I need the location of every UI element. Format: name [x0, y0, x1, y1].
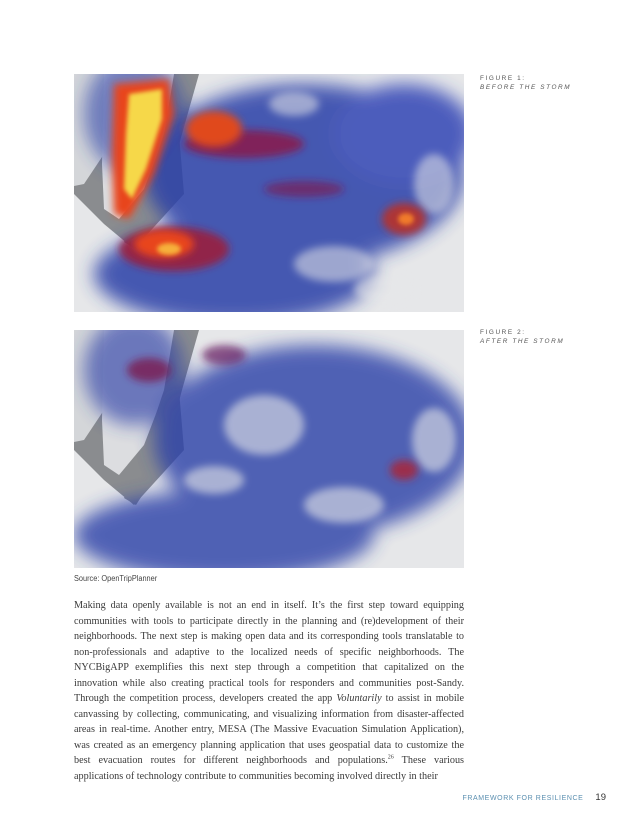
- figure-2-title: AFTER THE STORM: [480, 338, 565, 345]
- figure-1-number: FIGURE 1:: [480, 75, 526, 82]
- page-number: 19: [595, 792, 606, 803]
- body-text-part-2: to assist in mobile canvassing by collecting, communicating, and visualizing information from disaster-affected areas in real-time. Another entry, MESA (The Massive Evacuation Simulation Application), was created as an emergency planning application that uses geospatial data to customize the best evacuation routes for different neighborhoods and populations.: [74, 693, 464, 766]
- heatmap-before-storm: [74, 74, 464, 312]
- before-storm-map-image: [74, 74, 464, 312]
- page-footer: [0, 792, 606, 803]
- body-text-part-3: These various applications of technology contribute to communities becoming involved directly in their: [74, 755, 464, 782]
- body-paragraph: [74, 598, 464, 784]
- footnote-marker[interactable]: 26: [387, 754, 394, 761]
- body-text-part-1: Making data openly available is not an end in itself. It’s the first step toward equipping communities with tools to participate directly in the planning and (re)development of their neighborhoods. The next step is making open data and its corresponding tools translatable to non-professionals and adaptive to the localized needs of specific neighborhoods. The NYCBigAPP exemplifies this next step through a competition that capitalized on the innovation while also creating practical tools for responders and communities post-Sandy. Through the competition process, developers created the app: [74, 600, 464, 704]
- figure-1-title: BEFORE THE STORM: [480, 84, 572, 91]
- figure-2-label: [480, 328, 620, 346]
- figure-source: Source: OpenTripPlanner: [74, 574, 158, 583]
- after-storm-map-image: [74, 330, 464, 568]
- heatmap-after-storm: [74, 330, 464, 568]
- app-name-voluntarily: Voluntarily: [336, 693, 382, 704]
- figure-2-number: FIGURE 2:: [480, 329, 526, 336]
- figure-1-label: [480, 74, 620, 92]
- footer-section-title: FRAMEWORK FOR RESILIENCE: [462, 795, 584, 802]
